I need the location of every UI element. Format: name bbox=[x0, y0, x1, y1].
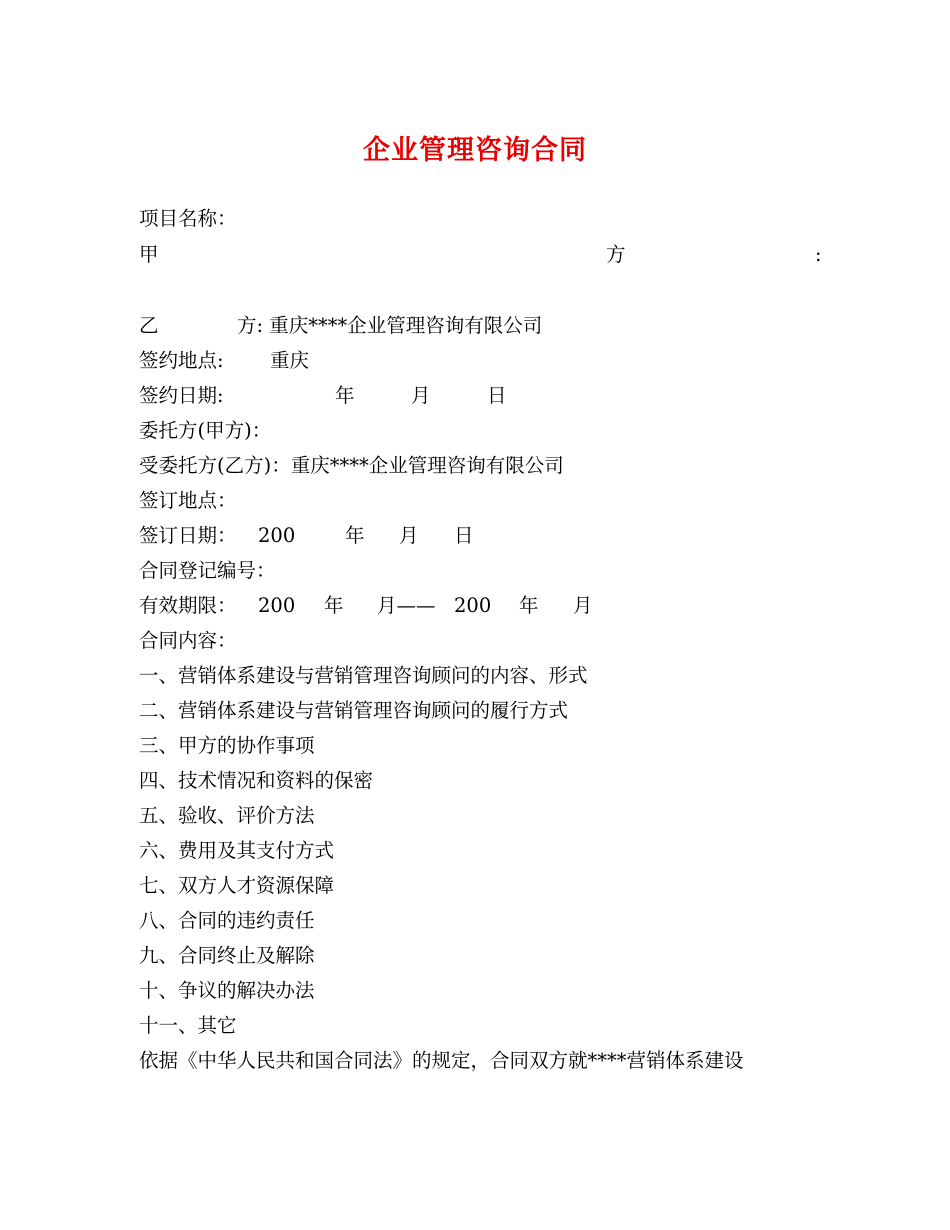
section-item: 二、营销体系建设与营销管理咨询顾问的履行方式 bbox=[139, 699, 569, 722]
validity-year1: 年 bbox=[324, 594, 344, 617]
section-item: 八、合同的违约责任 bbox=[139, 909, 315, 932]
validity-month1: 月—— bbox=[377, 594, 436, 617]
document-title: 企业管理咨询合同 bbox=[363, 135, 587, 166]
section-item: 十、争议的解决办法 bbox=[139, 979, 315, 1002]
sign-place-value: 重庆 bbox=[270, 349, 310, 372]
signing-date-year-value: 200 bbox=[258, 524, 296, 547]
project-name-label: 项目名称： bbox=[139, 207, 237, 230]
contractor-line: 受委托方(乙方)：重庆****企业管理咨询有限公司 bbox=[139, 454, 564, 477]
client-label: 委托方(甲方)： bbox=[139, 419, 272, 442]
section-item: 六、费用及其支付方式 bbox=[139, 839, 335, 862]
section-item: 十一、其它 bbox=[139, 1014, 237, 1037]
section-item: 四、技术情况和资料的保密 bbox=[139, 769, 374, 792]
section-item: 七、双方人才资源保障 bbox=[139, 874, 335, 897]
sign-date-day: 日 bbox=[487, 384, 507, 407]
party-a-char2: 方 bbox=[606, 243, 626, 266]
party-a-colon: : bbox=[815, 243, 822, 266]
contents-label: 合同内容： bbox=[139, 629, 237, 652]
validity-end-year: 200 bbox=[454, 594, 492, 617]
validity-year2: 年 bbox=[519, 594, 539, 617]
signing-place-label: 签订地点： bbox=[139, 489, 237, 512]
sign-place-label: 签约地点: bbox=[139, 349, 224, 372]
section-item: 三、甲方的协作事项 bbox=[139, 734, 315, 757]
validity-start-year: 200 bbox=[258, 594, 296, 617]
validity-label: 有效期限： bbox=[139, 594, 237, 617]
signing-date-label: 签订日期： bbox=[139, 524, 237, 547]
closing-paragraph: 依据《中华人民共和国合同法》的规定，合同双方就****营销体系建设 bbox=[139, 1049, 744, 1072]
sign-date-month: 月 bbox=[411, 384, 431, 407]
section-item: 一、营销体系建设与营销管理咨询顾问的内容、形式 bbox=[139, 664, 588, 687]
sign-date-year: 年 bbox=[335, 384, 355, 407]
sign-date-label: 签约日期: bbox=[139, 384, 224, 407]
signing-date-day: 日 bbox=[454, 524, 474, 547]
party-b-value: 方: 重庆****企业管理咨询有限公司 bbox=[237, 314, 543, 337]
section-item: 五、验收、评价方法 bbox=[139, 804, 315, 827]
party-b-char1: 乙 bbox=[139, 314, 159, 337]
validity-month2: 月 bbox=[573, 594, 593, 617]
party-a-char1: 甲 bbox=[139, 243, 159, 266]
signing-date-month: 月 bbox=[399, 524, 419, 547]
section-item: 九、合同终止及解除 bbox=[139, 944, 315, 967]
signing-date-year: 年 bbox=[345, 524, 365, 547]
registration-no-label: 合同登记编号： bbox=[139, 559, 276, 582]
